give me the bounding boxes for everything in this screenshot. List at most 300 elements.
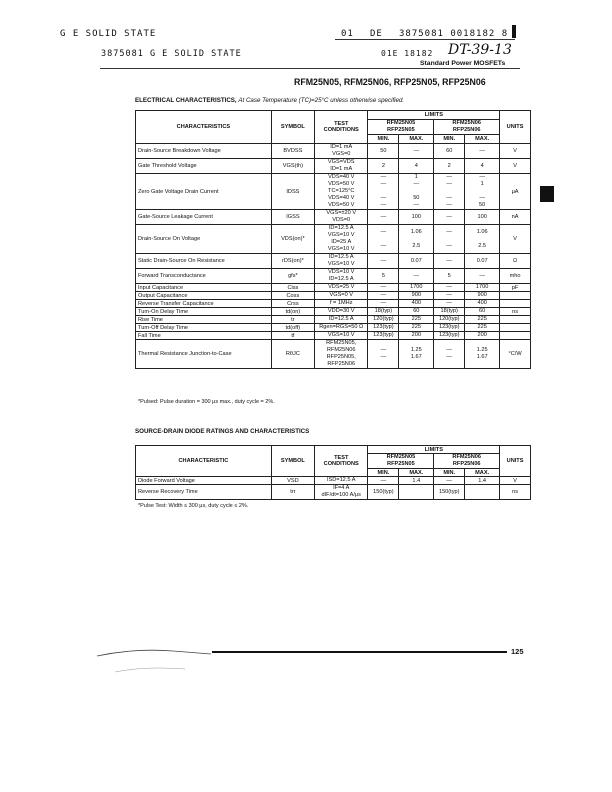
test-condition-cell-line: VGS=10 V bbox=[327, 261, 355, 267]
unit-cell: μA bbox=[500, 174, 531, 210]
test-condition-cell-line: ID=12.5 A bbox=[328, 316, 354, 322]
unit-cell bbox=[500, 332, 531, 340]
limit-max-2-line: 1.25 bbox=[476, 347, 488, 353]
limit-min-1-line: — bbox=[380, 284, 387, 290]
limit-min-2 bbox=[434, 144, 465, 159]
test-condition-cell-line: VDS=50 V bbox=[328, 202, 355, 208]
limit-max-2 bbox=[465, 332, 500, 340]
test-condition-cell bbox=[314, 300, 367, 308]
test-condition-cell bbox=[314, 284, 367, 292]
limit-min-2-line: — bbox=[446, 213, 453, 220]
limit-max-2 bbox=[465, 324, 500, 332]
group1-part-b: RFP25N05 bbox=[387, 127, 415, 133]
limit-max-2 bbox=[465, 225, 500, 254]
characteristic-name: Thermal Resistance Junction-to-Case bbox=[136, 340, 272, 369]
table-row bbox=[136, 332, 531, 340]
group1-part-a: RFM25N05 bbox=[386, 120, 416, 126]
limit-max-1-line: 50 bbox=[413, 195, 420, 201]
limit-min-2 bbox=[434, 308, 465, 316]
diode-col-header-symbol: SYMBOL bbox=[271, 446, 314, 477]
unit-cell: mho bbox=[500, 269, 531, 284]
diode-col-header-max-1: MAX. bbox=[399, 469, 434, 477]
table-row bbox=[136, 324, 531, 332]
limit-min-1 bbox=[368, 210, 399, 225]
test-condition-cell bbox=[314, 308, 367, 316]
table-row bbox=[136, 292, 531, 300]
test-condition-cell bbox=[314, 324, 367, 332]
limit-min-2 bbox=[434, 332, 465, 340]
symbol-cell: tr bbox=[271, 316, 314, 324]
unit-cell: nA bbox=[500, 210, 531, 225]
symbol-cell: RθJC bbox=[271, 340, 314, 369]
characteristic-name: Gate-Source Leakage Current bbox=[136, 210, 272, 225]
limit-max-2-line: 1.67 bbox=[476, 354, 488, 360]
test-condition-cell-line: IF=4 A bbox=[333, 485, 350, 491]
limit-max-1-line: — bbox=[413, 272, 420, 279]
limit-max-1 bbox=[399, 159, 434, 174]
diode-col-header-characteristic: CHARACTERISTIC bbox=[136, 446, 272, 477]
limit-min-2-line: — bbox=[446, 202, 453, 208]
characteristic-name: Reverse Recovery Time bbox=[136, 485, 272, 500]
test-condition-cell-line: ID=12.5 A bbox=[328, 276, 354, 282]
characteristic-name: Input Capacitance bbox=[136, 284, 272, 292]
test-condition-cell bbox=[314, 316, 367, 324]
symbol-cell: td(on) bbox=[271, 308, 314, 316]
limit-max-1 bbox=[399, 292, 434, 300]
limit-max-1-line: 60 bbox=[413, 308, 420, 314]
test-condition-cell-line: ID=25 A bbox=[331, 239, 352, 245]
limit-max-2-line bbox=[467, 236, 497, 243]
unit-cell bbox=[500, 300, 531, 308]
diode-table-body bbox=[136, 477, 531, 500]
limit-max-2 bbox=[465, 284, 500, 292]
limit-max-2-line: 900 bbox=[477, 292, 487, 298]
symbol-cell: IDSS bbox=[271, 174, 314, 210]
test-condition-cell-line: ID=1 mA bbox=[330, 144, 353, 150]
electrical-table-body bbox=[136, 144, 531, 369]
limit-max-1 bbox=[399, 332, 434, 340]
limit-max-2-line: 1.06 bbox=[476, 228, 488, 235]
limit-max-1 bbox=[399, 316, 434, 324]
symbol-cell: tf bbox=[271, 332, 314, 340]
limit-max-2-line: 60 bbox=[479, 308, 486, 314]
limit-min-2 bbox=[434, 210, 465, 225]
limit-max-1-line: 4 bbox=[414, 162, 418, 169]
limit-min-1-line: — bbox=[380, 347, 387, 353]
test-condition-cell-line: VDD=30 V bbox=[327, 308, 355, 314]
limit-max-2 bbox=[465, 316, 500, 324]
header-scan-line-1-code: 01 bbox=[341, 29, 354, 39]
limit-max-1-line: 2.5 bbox=[412, 242, 421, 249]
header-scan-line-1-right: 3875081 0018182 8 bbox=[399, 29, 509, 39]
header-mark-bar bbox=[512, 25, 516, 38]
characteristic-name: Zero Gate Voltage Drain Current bbox=[136, 174, 272, 210]
characteristic-name: Static Drain-Source On Resistance bbox=[136, 254, 272, 269]
limit-min-1-line: — bbox=[380, 292, 387, 298]
limit-max-1 bbox=[399, 254, 434, 269]
limit-min-2-line: 120(typ) bbox=[438, 316, 460, 322]
col-header-test-conditions: TEST CONDITIONS bbox=[314, 111, 367, 144]
col-header-min-2: MIN. bbox=[434, 135, 465, 144]
test-condition-cell-line: RFP25N06 bbox=[327, 361, 356, 367]
header-scan-line-1-de: DE bbox=[370, 29, 383, 39]
limit-min-1 bbox=[368, 159, 399, 174]
table-row bbox=[136, 144, 531, 159]
symbol-cell: trr bbox=[271, 485, 314, 500]
limit-min-1-line: — bbox=[380, 202, 387, 208]
table-row bbox=[136, 210, 531, 225]
unit-cell: °C/W bbox=[500, 340, 531, 369]
electrical-section-title bbox=[135, 97, 404, 104]
limit-min-1-line: 123(typ) bbox=[373, 324, 394, 330]
limit-max-2-line: 0.07 bbox=[476, 257, 488, 264]
limit-min-1 bbox=[368, 269, 399, 284]
limit-max-2-line: 50 bbox=[479, 202, 486, 208]
limit-min-1-line: 5 bbox=[381, 272, 385, 279]
symbol-cell: BVDSS bbox=[271, 144, 314, 159]
limit-min-2-line bbox=[436, 188, 462, 195]
test-condition-cell bbox=[314, 292, 367, 300]
limit-max-2-line: 100 bbox=[477, 213, 487, 220]
unit-cell bbox=[500, 316, 531, 324]
limit-min-1-line bbox=[370, 236, 396, 243]
test-condition-cell-line: VDS=40 V bbox=[328, 195, 355, 201]
diode-col-header-units: UNITS bbox=[500, 446, 531, 477]
limit-min-2 bbox=[434, 254, 465, 269]
test-condition-cell-line: VDS=10 V bbox=[328, 269, 355, 275]
limit-max-1-line: 225 bbox=[411, 324, 421, 330]
header-rule bbox=[335, 39, 515, 40]
diode-col-header-min-1: MIN. bbox=[368, 469, 399, 477]
limit-min-1 bbox=[368, 308, 399, 316]
unit-cell: V bbox=[500, 225, 531, 254]
limit-max-2 bbox=[465, 300, 500, 308]
characteristic-name: Drain-Source Breakdown Voltage bbox=[136, 144, 272, 159]
symbol-cell: Ciss bbox=[271, 284, 314, 292]
unit-cell: pF bbox=[500, 284, 531, 292]
characteristic-name: Reverse Transfer Capacitance bbox=[136, 300, 272, 308]
test-condition-cell bbox=[314, 174, 367, 210]
limit-min-2-line: 2 bbox=[447, 162, 451, 169]
test-condition-cell-line: VGS=10 V bbox=[327, 332, 355, 338]
limit-max-1-line: 1.25 bbox=[410, 347, 422, 353]
unit-cell bbox=[500, 324, 531, 332]
limit-max-2-line: — bbox=[479, 195, 485, 201]
limit-max-2 bbox=[465, 292, 500, 300]
diode-col-header-group-2 bbox=[434, 454, 500, 469]
limit-min-2-line: — bbox=[446, 181, 453, 187]
col-header-limits: LIMITS bbox=[368, 111, 500, 120]
limit-min-1 bbox=[368, 316, 399, 324]
col-header-min-1: MIN. bbox=[368, 135, 399, 144]
limit-max-2 bbox=[465, 144, 500, 159]
limit-min-2-line: — bbox=[446, 242, 453, 249]
test-condition-cell-line: ISD=12.5 A bbox=[326, 477, 356, 483]
limit-min-1 bbox=[368, 254, 399, 269]
handwritten-code: DT-39-13 bbox=[448, 42, 512, 58]
test-condition-cell bbox=[314, 144, 367, 159]
electrical-title-condition: At Case Temperature (TC)=25°C unless otherwise specified. bbox=[238, 97, 405, 104]
symbol-cell: gfs* bbox=[271, 269, 314, 284]
limit-min-2-line: — bbox=[446, 347, 453, 353]
limit-min-2-line: 60 bbox=[446, 147, 453, 154]
limit-max-2-line: 400 bbox=[477, 300, 487, 306]
limit-max-2-line: 1 bbox=[480, 181, 484, 187]
limit-min-1-line: — bbox=[380, 257, 387, 264]
unit-cell: ns bbox=[500, 485, 531, 500]
footer-page-number: 125 bbox=[511, 647, 524, 656]
limit-max-1-line: — bbox=[413, 147, 420, 154]
limit-max-1 bbox=[399, 210, 434, 225]
limit-max-1 bbox=[399, 269, 434, 284]
group2-part-a: RFM25N06 bbox=[452, 120, 482, 126]
table-row bbox=[136, 485, 531, 500]
limit-max-2 bbox=[465, 308, 500, 316]
test-condition-cell-line: dIF/dt=100 A/μs bbox=[321, 492, 361, 498]
limit-min-2 bbox=[434, 269, 465, 284]
test-condition-cell-line: Rgen=RGS=50 Ω bbox=[319, 324, 364, 330]
table-row bbox=[136, 300, 531, 308]
test-condition-cell bbox=[314, 332, 367, 340]
symbol-cell: Coss bbox=[271, 292, 314, 300]
test-condition-cell-line: f = 1MHz bbox=[329, 300, 353, 306]
limit-max-2 bbox=[465, 269, 500, 284]
limit-max-1 bbox=[399, 225, 434, 254]
limit-max-1 bbox=[399, 485, 434, 500]
limit-min-2 bbox=[434, 316, 465, 324]
limit-min-1 bbox=[368, 174, 399, 210]
unit-cell bbox=[500, 292, 531, 300]
limit-max-2-line: — bbox=[479, 272, 485, 279]
limit-max-2: 1.4 bbox=[465, 477, 500, 485]
limit-max-1 bbox=[399, 284, 434, 292]
diode-section-title: SOURCE-DRAIN DIODE RATINGS AND CHARACTERISTICS bbox=[135, 428, 310, 435]
limit-min-1-line: 2 bbox=[381, 162, 385, 169]
limit-min-1 bbox=[368, 332, 399, 340]
limit-min-2-line bbox=[436, 236, 462, 243]
limit-max-1-line: — bbox=[413, 202, 420, 208]
limit-min-2 bbox=[434, 300, 465, 308]
limit-max-1-line: 1700 bbox=[410, 284, 423, 290]
test-condition-cell-line: VGS=0 bbox=[332, 151, 351, 157]
diode-characteristics-table bbox=[135, 445, 531, 500]
test-condition-cell bbox=[314, 477, 367, 485]
header-scan-line-1-left: G E SOLID STATE bbox=[60, 29, 157, 39]
limit-max-1-line bbox=[401, 188, 431, 195]
characteristic-name: Gate Threshold Voltage bbox=[136, 159, 272, 174]
limit-max-1-line: 225 bbox=[411, 316, 421, 322]
table-row bbox=[136, 174, 531, 210]
limit-min-1-line: — bbox=[380, 213, 387, 220]
diode-group2-part-b: RFP25N06 bbox=[452, 461, 481, 467]
limit-max-2-line: 4 bbox=[480, 162, 484, 169]
test-condition-cell-line: VGS=10 V bbox=[327, 232, 355, 238]
test-condition-cell-line: VGS=0 V bbox=[329, 292, 353, 298]
limit-min-1-line: 120(typ) bbox=[373, 316, 394, 322]
limit-max-2 bbox=[465, 485, 500, 500]
table-row bbox=[136, 477, 531, 485]
test-condition-cell bbox=[314, 159, 367, 174]
table-row bbox=[136, 284, 531, 292]
limit-min-2-line: 123(typ) bbox=[438, 332, 460, 338]
diode-col-header-min-2: MIN. bbox=[434, 469, 465, 477]
symbol-cell: td(off) bbox=[271, 324, 314, 332]
test-condition-cell-line: RFM25N06 bbox=[326, 347, 356, 353]
limit-max-1-line: 900 bbox=[411, 292, 421, 298]
limit-max-1-line: — bbox=[413, 181, 420, 187]
limit-min-2 bbox=[434, 159, 465, 174]
header-line-under-category bbox=[100, 68, 520, 69]
test-condition-cell bbox=[314, 210, 367, 225]
col-header-units: UNITS bbox=[500, 111, 531, 144]
limit-min-1-line: — bbox=[380, 300, 387, 306]
limit-max-1-line: 1.67 bbox=[410, 354, 422, 360]
test-condition-cell-line: VGS=±20 V bbox=[326, 210, 357, 216]
limit-min-1: 150(typ) bbox=[368, 485, 399, 500]
characteristic-name: Diode Forward Voltage bbox=[136, 477, 272, 485]
col-header-group-2 bbox=[434, 120, 500, 135]
limit-min-2-line: 5 bbox=[447, 272, 451, 279]
limit-max-2-line: 200 bbox=[477, 332, 487, 338]
limit-min-1 bbox=[368, 292, 399, 300]
characteristic-name: Turn-On Delay Time bbox=[136, 308, 272, 316]
table-row bbox=[136, 254, 531, 269]
limit-min-2-line: — bbox=[446, 174, 453, 180]
table-row bbox=[136, 316, 531, 324]
limit-min-2-line: — bbox=[446, 292, 453, 298]
diode-group1-part-b: RFP25N05 bbox=[387, 461, 415, 467]
limit-max-1 bbox=[399, 300, 434, 308]
limit-max-1: 1.4 bbox=[399, 477, 434, 485]
diode-col-header-group-1 bbox=[368, 454, 434, 469]
limit-max-2-line: 225 bbox=[477, 324, 487, 330]
limit-min-1 bbox=[368, 340, 399, 369]
limit-max-2 bbox=[465, 159, 500, 174]
symbol-cell: VSD bbox=[271, 477, 314, 485]
limit-min-2 bbox=[434, 292, 465, 300]
limit-max-1 bbox=[399, 144, 434, 159]
unit-cell: V bbox=[500, 159, 531, 174]
limit-max-1 bbox=[399, 174, 434, 210]
limit-max-1-line: 100 bbox=[411, 213, 421, 220]
limit-min-1: — bbox=[368, 477, 399, 485]
limit-min-1-line: — bbox=[380, 242, 387, 249]
characteristic-name: Drain-Source On Voltage bbox=[136, 225, 272, 254]
symbol-cell: rDS(on)* bbox=[271, 254, 314, 269]
limit-min-1-line: — bbox=[380, 354, 387, 360]
limit-min-2-line: — bbox=[446, 228, 453, 235]
limit-min-2-line: 123(typ) bbox=[438, 324, 460, 330]
test-condition-cell-line: VDS=0 bbox=[332, 217, 351, 223]
col-header-group-1 bbox=[368, 120, 434, 135]
limit-min-1 bbox=[368, 284, 399, 292]
limit-max-1 bbox=[399, 340, 434, 369]
limit-min-1-line: 50 bbox=[380, 147, 387, 154]
limit-min-2: — bbox=[434, 477, 465, 485]
limit-min-2-line: — bbox=[446, 354, 453, 360]
diode-col-header-test-conditions: TEST CONDITIONS bbox=[314, 446, 367, 477]
limit-min-2 bbox=[434, 284, 465, 292]
limit-min-2-line: — bbox=[446, 195, 453, 201]
limit-min-2: 150(typ) bbox=[434, 485, 465, 500]
limit-max-2-line: 1700 bbox=[475, 284, 489, 290]
limit-max-1 bbox=[399, 324, 434, 332]
test-condition-cell bbox=[314, 485, 367, 500]
test-condition-cell bbox=[314, 340, 367, 369]
limit-max-2 bbox=[465, 254, 500, 269]
characteristic-name: Forward Transconductance bbox=[136, 269, 272, 284]
limit-min-2 bbox=[434, 225, 465, 254]
diode-group1-part-a: RFM25N05 bbox=[386, 454, 416, 460]
limit-max-2-line: — bbox=[479, 174, 485, 180]
section-tab-marker bbox=[540, 186, 554, 202]
limit-max-2-line: 2.5 bbox=[478, 242, 487, 249]
limit-min-2 bbox=[434, 324, 465, 332]
diode-footnote: *Pulse Test: Width ≤ 300 μs, duty cycle ≤ 2%. bbox=[138, 503, 249, 509]
col-header-max-2: MAX. bbox=[465, 135, 500, 144]
test-condition-cell-line: ID=12.5 A bbox=[328, 225, 354, 231]
col-header-characteristics: CHARACTERISTICS bbox=[136, 111, 272, 144]
table-row bbox=[136, 269, 531, 284]
limit-max-2-line: 225 bbox=[477, 316, 487, 322]
footer-rule bbox=[212, 651, 507, 653]
header-category: Standard Power MOSFETs bbox=[420, 60, 506, 67]
limit-max-1-line: 1.06 bbox=[410, 228, 422, 235]
test-condition-cell-line: VDS=50 V bbox=[328, 181, 355, 187]
limit-min-1 bbox=[368, 324, 399, 332]
symbol-cell: Crss bbox=[271, 300, 314, 308]
limit-max-2-line bbox=[467, 188, 497, 195]
diode-col-header-max-2: MAX. bbox=[465, 469, 500, 477]
limit-max-1 bbox=[399, 308, 434, 316]
unit-cell: Ω bbox=[500, 254, 531, 269]
diode-group2-part-a: RFM25N06 bbox=[452, 454, 482, 460]
limit-min-2-line: — bbox=[446, 300, 453, 306]
test-condition-cell-line: RFP25N05, bbox=[326, 354, 356, 360]
symbol-cell: VGS(th) bbox=[271, 159, 314, 174]
part-numbers-title: RFM25N05, RFM25N06, RFP25N05, RFP25N06 bbox=[294, 77, 486, 87]
test-condition-cell-line: ID=1 mA bbox=[330, 166, 353, 172]
symbol-cell: VDS(on)* bbox=[271, 225, 314, 254]
test-condition-cell-line: ID=12.5 A bbox=[328, 254, 354, 260]
limit-max-1-line: 0.07 bbox=[410, 257, 422, 264]
header-scan-line-2-left: 3875081 G E SOLID STATE bbox=[101, 49, 242, 59]
table-row bbox=[136, 225, 531, 254]
limit-max-1-line bbox=[401, 236, 431, 243]
test-condition-cell bbox=[314, 254, 367, 269]
limit-min-1 bbox=[368, 225, 399, 254]
unit-cell: V bbox=[500, 144, 531, 159]
col-header-symbol: SYMBOL bbox=[271, 111, 314, 144]
limit-min-1-line bbox=[370, 188, 396, 195]
footer-scribble-mark bbox=[95, 642, 215, 682]
limit-min-1-line: 18(typ) bbox=[374, 308, 393, 314]
group2-part-b: RFP25N06 bbox=[452, 127, 481, 133]
test-condition-cell-line: TC=125°C bbox=[328, 188, 355, 194]
limit-min-2 bbox=[434, 340, 465, 369]
limit-min-1 bbox=[368, 144, 399, 159]
limit-min-2 bbox=[434, 174, 465, 210]
table-row bbox=[136, 159, 531, 174]
limit-max-2 bbox=[465, 174, 500, 210]
limit-min-2-line: 18(typ) bbox=[440, 308, 458, 314]
test-condition-cell-line: VDS=40 V bbox=[328, 174, 355, 180]
test-condition-cell-line: VGS=10 V bbox=[327, 246, 355, 252]
limit-min-2-line: — bbox=[446, 257, 453, 264]
limit-min-2-line: — bbox=[446, 284, 453, 290]
characteristic-name: Turn-Off Delay Time bbox=[136, 324, 272, 332]
test-condition-cell-line: RFM25N05, bbox=[326, 340, 357, 346]
